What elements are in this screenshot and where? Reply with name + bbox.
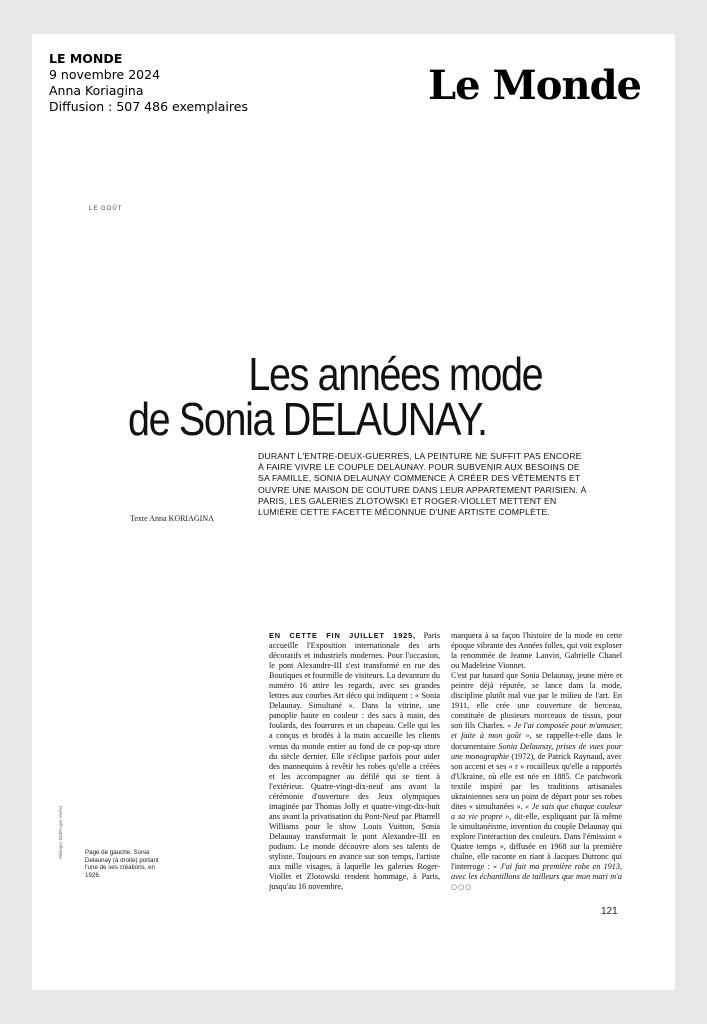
body-paragraph xyxy=(451,671,622,892)
le-monde-logo: Le Monde xyxy=(428,62,641,109)
quote: « J'ai fait ma première robe en 1913, avec les échantillons de tailleurs que mon mari m'a xyxy=(451,862,623,882)
article-deck: DURANT L'ENTRE-DEUX-GUERRES, LA PEINTURE NE SUFFIT PAS ENCORE À FAIRE VIVRE LE COUPLE DELAUNAY. POUR SUBVENIR AUX BESOINS DE SA FAMILLE, SONIA DELAUNAY COMMENCE À CRÉER DES VÊTEMENTS ET OUVRE UNE MAISON DE COUTURE DANS LEUR APPARTEMENT PARISIEN. À PARIS, LES GALERIES ZLOTOWSKI ET ROGER-VIOLLET METTENT EN LUMIÈRE CETTE FACETTE MÉCONNUE D'UNE ARTISTE COMPLÈTE. xyxy=(258,451,587,518)
page-number: 121 xyxy=(601,906,618,917)
section-rubric: LE GOÛT xyxy=(89,206,123,212)
publication-date: 9 novembre 2024 xyxy=(49,67,161,82)
photo-credit: Willinger Bild/Roger-Viollet xyxy=(58,805,63,859)
body-text: , se rappelle-t-elle dans le documentaire xyxy=(451,731,622,751)
circulation-figure: Diffusion : 507 486 exemplaires xyxy=(49,99,248,114)
press-clipping-meta xyxy=(49,51,248,115)
quote: « Je sais que chaque couleur a sa vie propre » xyxy=(451,801,623,821)
headline-line-1: Les années mode xyxy=(248,348,543,400)
photo-caption: Page de gauche. Sonia Delaunay (à droite) portant l'une de ses créations, en 1926. xyxy=(85,849,159,879)
body-paragraph xyxy=(269,631,440,892)
lead-in: EN CETTE FIN JUILLET 1925, xyxy=(269,631,416,640)
body-text: , dit-elle, expliquant par là même le simultanéisme, invention du couple Delaunay qui explore l'interaction des couleurs. Dans l'émission « Quatre temps », diffusée en 1968 sur la première chaîne, elle raconte en riant à Jacques Dutronc qui l'interroge : xyxy=(451,811,622,872)
article-headline xyxy=(128,348,558,445)
article-author: Anna Koriagina xyxy=(49,83,144,98)
body-column-1 xyxy=(269,631,440,892)
body-text: (1972), de Patrick Raynaud, avec son accent et ses « r » rocailleux qu'elle a rapportés d'Ukraine, où elle est née en 1885. Ce patchwork textile inspiré par les traditions artisanales ukrainiennes sera un point de départ pour ses robes dites « simultanées ». xyxy=(451,751,622,811)
continued-mark: ○○○ xyxy=(451,883,473,892)
body-column-2 xyxy=(451,631,622,892)
body-paragraph: marquera à sa façon l'histoire de la mode en cette époque vibrante des Années folles, qui voit exploser la renommée de Jeanne Lanvin, Gabrielle Chanel ou Madeleine Vionnet. xyxy=(451,631,622,671)
body-text: Paris accueille l'Exposition internationale des arts décoratifs et industriels modernes. Pour l'occasion, le pont Alexandre-III s'est transformé en rue des Boutiques et fourmille de visiteurs. La devanture du numéro 16 attire les regards, avec ses grandes lettres aux courbes Art déco qui indiquent : « Sonia Delaunay. Simultané ». Dans la vitrine, une panoplie haute en couleur : des sacs à main, des foulards, des fourrures et un chapeau. Celle qui les a conçus et brodés à la main accueille les clients venus du monde entier au fond de ce pop-up store du siècle dernier. Elle s'éclipse parfois pour aider des mannequins à revêtir les robes qu'elle a créées et les accompagner au défilé qui se tient à l'extérieur. Quatre-vingt-dix-neuf ans avant la cérémonie d'ouverture des Jeux olympiques imaginée par Thomas Jolly et quatre-vingt-dix-huit ans avant la privatisation du Pont-Neuf par Pharrell Williams pour le show Louis Vuitton, Sonia Delaunay transformait le pont Alexandre-III en podium. Le monde découvre alors ses talents de styliste. Toujours en avance sur son temps, l'artiste aux mille visages, à laquelle les galeries Roger-Viollet et Zlotowski rendent hommage, à Paris, jusqu'au 16 novembre, xyxy=(269,631,441,892)
publication-name: LE MONDE xyxy=(49,51,123,66)
headline-line-2: de Sonia DELAUNAY. xyxy=(128,393,487,445)
quote: « Je l'ai composée pour m'amuser, et faite à mon goût » xyxy=(451,721,622,741)
article-byline: Texte Anna KORIAGINA xyxy=(130,514,214,523)
article-page xyxy=(32,34,675,990)
body-text: C'est par hasard que Sonia Delaunay, jeune mère et peintre déjà réputée, se lance dans la mode, discipline plutôt mal vue par le milieu de l'art. En 1911, elle crée une couverture de berceau, constituée de plusieurs morceaux de tissus, pour son fils Charles. xyxy=(451,671,622,731)
documentary-title: Sonia Delaunay, prises de vues pour une monographie xyxy=(451,741,622,761)
